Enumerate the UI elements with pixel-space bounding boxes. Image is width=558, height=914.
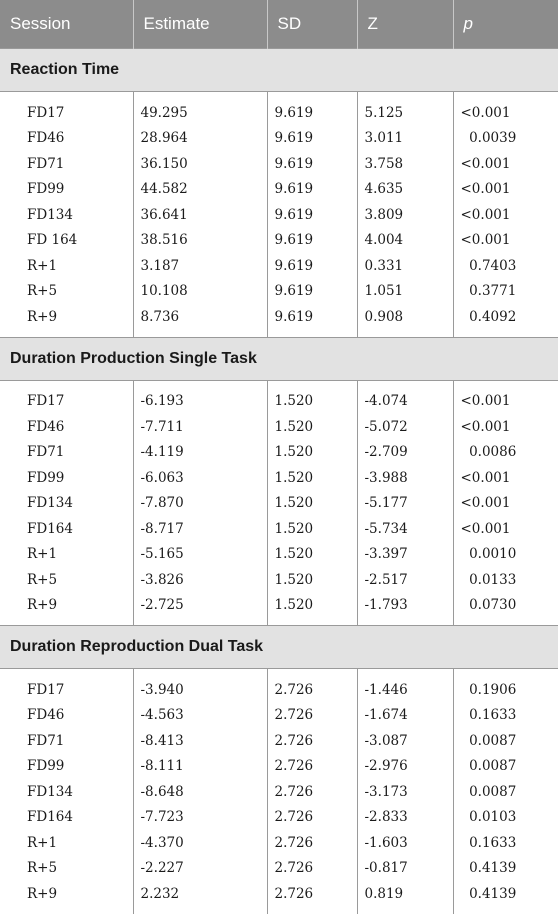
cell-session: FD17 xyxy=(0,677,133,703)
cell-session: FD46 xyxy=(0,126,133,152)
table-row xyxy=(0,304,558,330)
cell-estimate: 2.232 xyxy=(133,881,267,907)
table-row xyxy=(0,202,558,228)
cell-sd: 9.619 xyxy=(267,228,357,254)
cell-p: <0.001 xyxy=(460,232,511,249)
cell-session: FD 164 xyxy=(0,228,133,254)
cell-session: FD46 xyxy=(0,703,133,729)
cell-z: -1.446 xyxy=(357,677,453,703)
cell-sd: 9.619 xyxy=(267,126,357,152)
header-p: p xyxy=(453,0,558,49)
section-title: Reaction Time xyxy=(0,49,558,92)
table-row xyxy=(0,567,558,593)
cell-p: 0.0087 xyxy=(460,732,517,749)
table-row xyxy=(0,151,558,177)
cell-estimate: -2.227 xyxy=(133,856,267,882)
cell-sd: 2.726 xyxy=(267,703,357,729)
table-row xyxy=(0,465,558,491)
cell-p: 0.0039 xyxy=(460,130,517,147)
cell-estimate: -4.370 xyxy=(133,830,267,856)
cell-z: 4.635 xyxy=(357,177,453,203)
cell-p: 0.0087 xyxy=(460,758,517,775)
table-row xyxy=(0,677,558,703)
cell-p: 0.0086 xyxy=(460,444,517,461)
table-row xyxy=(0,491,558,517)
cell-estimate: -7.711 xyxy=(133,414,267,440)
cell-z: -5.734 xyxy=(357,516,453,542)
table-row xyxy=(0,779,558,805)
cell-sd: 9.619 xyxy=(267,100,357,126)
cell-p: 0.0010 xyxy=(460,546,517,563)
cell-z: 4.004 xyxy=(357,228,453,254)
cell-z: -3.988 xyxy=(357,465,453,491)
cell-sd: 9.619 xyxy=(267,177,357,203)
cell-sd: 2.726 xyxy=(267,754,357,780)
cell-z: -3.173 xyxy=(357,779,453,805)
cell-estimate: -3.826 xyxy=(133,567,267,593)
cell-session: FD17 xyxy=(0,389,133,415)
cell-session: R+9 xyxy=(0,881,133,907)
cell-z: -1.793 xyxy=(357,593,453,619)
cell-session: R+5 xyxy=(0,856,133,882)
cell-sd: 2.726 xyxy=(267,881,357,907)
table-row xyxy=(0,703,558,729)
cell-p: 0.0133 xyxy=(460,571,517,588)
cell-session: FD164 xyxy=(0,805,133,831)
cell-z: -3.397 xyxy=(357,542,453,568)
cell-p: 0.0103 xyxy=(460,809,517,826)
cell-estimate: 8.736 xyxy=(133,304,267,330)
cell-p: <0.001 xyxy=(460,206,511,223)
table-row xyxy=(0,414,558,440)
cell-session: R+9 xyxy=(0,593,133,619)
cell-z: 1.051 xyxy=(357,279,453,305)
cell-sd: 1.520 xyxy=(267,491,357,517)
cell-session: R+9 xyxy=(0,304,133,330)
cell-estimate: -7.870 xyxy=(133,491,267,517)
cell-sd: 2.726 xyxy=(267,830,357,856)
cell-p: <0.001 xyxy=(460,520,511,537)
cell-estimate: -5.165 xyxy=(133,542,267,568)
table-row xyxy=(0,389,558,415)
cell-z: -2.709 xyxy=(357,440,453,466)
spacer-row xyxy=(0,380,558,389)
cell-sd: 2.726 xyxy=(267,677,357,703)
cell-p: <0.001 xyxy=(460,495,511,512)
cell-sd: 1.520 xyxy=(267,542,357,568)
table-row xyxy=(0,440,558,466)
cell-estimate: -2.725 xyxy=(133,593,267,619)
cell-z: -5.072 xyxy=(357,414,453,440)
cell-z: 0.819 xyxy=(357,881,453,907)
cell-z: -5.177 xyxy=(357,491,453,517)
cell-z: -3.087 xyxy=(357,728,453,754)
cell-p: 0.4139 xyxy=(460,860,517,877)
cell-z: -2.833 xyxy=(357,805,453,831)
section-title: Duration Reproduction Dual Task xyxy=(0,626,558,669)
cell-sd: 1.520 xyxy=(267,414,357,440)
cell-estimate: -4.563 xyxy=(133,703,267,729)
cell-z: -1.674 xyxy=(357,703,453,729)
cell-p: 0.3771 xyxy=(460,283,517,300)
table-row xyxy=(0,881,558,907)
cell-sd: 1.520 xyxy=(267,465,357,491)
spacer-row xyxy=(0,330,558,338)
table-row xyxy=(0,253,558,279)
section-header xyxy=(0,337,558,380)
cell-p: 0.0087 xyxy=(460,783,517,800)
cell-session: FD134 xyxy=(0,779,133,805)
cell-session: R+1 xyxy=(0,830,133,856)
cell-session: FD71 xyxy=(0,728,133,754)
cell-p: 0.0730 xyxy=(460,597,517,614)
table-row xyxy=(0,100,558,126)
table-row xyxy=(0,542,558,568)
cell-session: R+5 xyxy=(0,567,133,593)
section-header xyxy=(0,626,558,669)
cell-estimate: 28.964 xyxy=(133,126,267,152)
cell-sd: 9.619 xyxy=(267,253,357,279)
table-row xyxy=(0,830,558,856)
cell-sd: 9.619 xyxy=(267,202,357,228)
header-estimate: Estimate xyxy=(133,0,267,49)
cell-sd: 2.726 xyxy=(267,856,357,882)
cell-sd: 9.619 xyxy=(267,279,357,305)
cell-z: 0.908 xyxy=(357,304,453,330)
cell-estimate: -8.111 xyxy=(133,754,267,780)
cell-z: 5.125 xyxy=(357,100,453,126)
cell-estimate: -6.193 xyxy=(133,389,267,415)
cell-p: 0.1906 xyxy=(460,681,517,698)
cell-estimate: 44.582 xyxy=(133,177,267,203)
cell-session: FD164 xyxy=(0,516,133,542)
cell-estimate: 3.187 xyxy=(133,253,267,279)
cell-z: 3.809 xyxy=(357,202,453,228)
cell-sd: 1.520 xyxy=(267,567,357,593)
cell-estimate: 36.641 xyxy=(133,202,267,228)
cell-sd: 9.619 xyxy=(267,304,357,330)
cell-p: 0.4092 xyxy=(460,308,517,325)
table-row xyxy=(0,279,558,305)
cell-sd: 1.520 xyxy=(267,516,357,542)
header-session: Session xyxy=(0,0,133,49)
cell-estimate: -8.413 xyxy=(133,728,267,754)
cell-session: FD17 xyxy=(0,100,133,126)
cell-z: -0.817 xyxy=(357,856,453,882)
cell-p: <0.001 xyxy=(460,181,511,198)
cell-p: <0.001 xyxy=(460,104,511,121)
cell-session: FD134 xyxy=(0,202,133,228)
cell-sd: 2.726 xyxy=(267,728,357,754)
table-row xyxy=(0,728,558,754)
table-body xyxy=(0,49,558,914)
cell-estimate: -8.648 xyxy=(133,779,267,805)
cell-estimate: -4.119 xyxy=(133,440,267,466)
cell-z: -2.976 xyxy=(357,754,453,780)
cell-session: FD99 xyxy=(0,177,133,203)
cell-session: FD46 xyxy=(0,414,133,440)
cell-z: 3.758 xyxy=(357,151,453,177)
table-row xyxy=(0,856,558,882)
section-header xyxy=(0,49,558,92)
cell-session: FD71 xyxy=(0,440,133,466)
cell-estimate: -7.723 xyxy=(133,805,267,831)
cell-sd: 1.520 xyxy=(267,440,357,466)
spacer-row xyxy=(0,907,558,914)
cell-session: R+1 xyxy=(0,542,133,568)
cell-p: 0.1633 xyxy=(460,707,517,724)
table-row xyxy=(0,516,558,542)
cell-session: FD99 xyxy=(0,465,133,491)
cell-estimate: 36.150 xyxy=(133,151,267,177)
table-row xyxy=(0,593,558,619)
cell-estimate: 38.516 xyxy=(133,228,267,254)
cell-sd: 1.520 xyxy=(267,389,357,415)
cell-estimate: 10.108 xyxy=(133,279,267,305)
cell-z: 0.331 xyxy=(357,253,453,279)
cell-session: FD134 xyxy=(0,491,133,517)
cell-p: <0.001 xyxy=(460,418,511,435)
cell-estimate: 49.295 xyxy=(133,100,267,126)
cell-z: -4.074 xyxy=(357,389,453,415)
cell-p: 0.1633 xyxy=(460,834,517,851)
table-row xyxy=(0,805,558,831)
cell-estimate: -3.940 xyxy=(133,677,267,703)
table-row xyxy=(0,228,558,254)
cell-p: 0.7403 xyxy=(460,257,517,274)
cell-sd: 9.619 xyxy=(267,151,357,177)
cell-sd: 1.520 xyxy=(267,593,357,619)
cell-z: -2.517 xyxy=(357,567,453,593)
cell-sd: 2.726 xyxy=(267,779,357,805)
table-row xyxy=(0,126,558,152)
cell-session: FD99 xyxy=(0,754,133,780)
cell-estimate: -6.063 xyxy=(133,465,267,491)
cell-p: 0.4139 xyxy=(460,885,517,902)
cell-p: <0.001 xyxy=(460,393,511,410)
header-sd: SD xyxy=(267,0,357,49)
cell-z: -1.603 xyxy=(357,830,453,856)
section-title: Duration Production Single Task xyxy=(0,337,558,380)
cell-session: FD71 xyxy=(0,151,133,177)
cell-p: <0.001 xyxy=(460,469,511,486)
cell-session: R+1 xyxy=(0,253,133,279)
cell-estimate: -8.717 xyxy=(133,516,267,542)
cell-sd: 2.726 xyxy=(267,805,357,831)
cell-p: <0.001 xyxy=(460,155,511,172)
spacer-row xyxy=(0,618,558,626)
spacer-row xyxy=(0,92,558,101)
table-row xyxy=(0,177,558,203)
spacer-row xyxy=(0,669,558,678)
table-header xyxy=(0,0,558,49)
cell-z: 3.011 xyxy=(357,126,453,152)
header-z: Z xyxy=(357,0,453,49)
table-row xyxy=(0,754,558,780)
cell-session: R+5 xyxy=(0,279,133,305)
